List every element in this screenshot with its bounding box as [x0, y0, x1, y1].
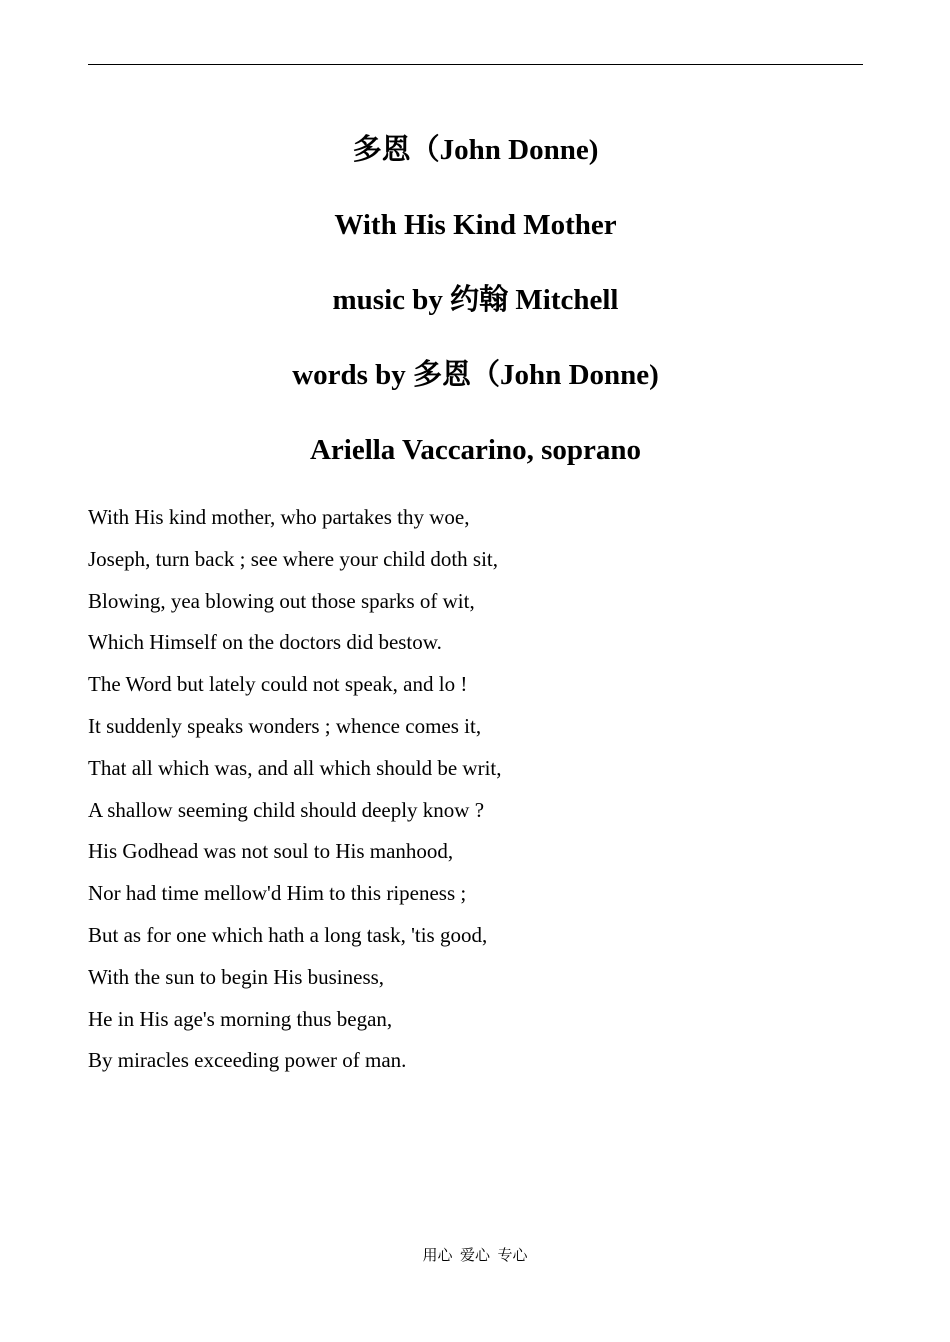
song-title: With His Kind Mother: [334, 209, 617, 241]
lyric-line: The Word but lately could not speak, and lo !: [88, 672, 468, 697]
lyric-line: Joseph, turn back ; see where your child doth sit,: [88, 546, 498, 571]
lyricist-credit: words by 多恩（John Donne): [292, 359, 659, 391]
page-footer: 用心 爱心 专心: [422, 1248, 528, 1264]
lyric-line: It suddenly speaks wonders ; whence comes it,: [88, 713, 482, 738]
lyric-line: A shallow seeming child should deeply know ?: [88, 797, 485, 822]
lyric-line: Blowing, yea blowing out those sparks of wit,: [88, 588, 475, 613]
lyric-line: That all which was, and all which should be writ,: [88, 755, 502, 780]
composer-credit: music by 约翰 Mitchell: [332, 284, 619, 316]
header-rule: [88, 64, 863, 65]
title-block: [88, 128, 863, 503]
lyric-line: But as for one which hath a long task, 'tis good,: [88, 922, 488, 947]
lyric-line: His Godhead was not soul to His manhood,: [88, 839, 454, 864]
lyric-line: Which Himself on the doctors did bestow.: [88, 630, 442, 655]
lyric-line: Nor had time mellow'd Him to this ripeness ;: [88, 881, 467, 906]
lyric-line: With His kind mother, who partakes thy woe,: [88, 505, 470, 529]
lyric-line: He in His age's morning thus began,: [88, 1006, 393, 1031]
lyrics-body: [88, 497, 863, 1082]
lyric-line: By miracles exceeding power of man.: [88, 1048, 407, 1073]
lyric-line: With the sun to begin His business,: [88, 964, 385, 989]
performer-credit: Ariella Vaccarino, soprano: [309, 434, 642, 466]
author-heading: 多恩（John Donne): [352, 134, 599, 166]
